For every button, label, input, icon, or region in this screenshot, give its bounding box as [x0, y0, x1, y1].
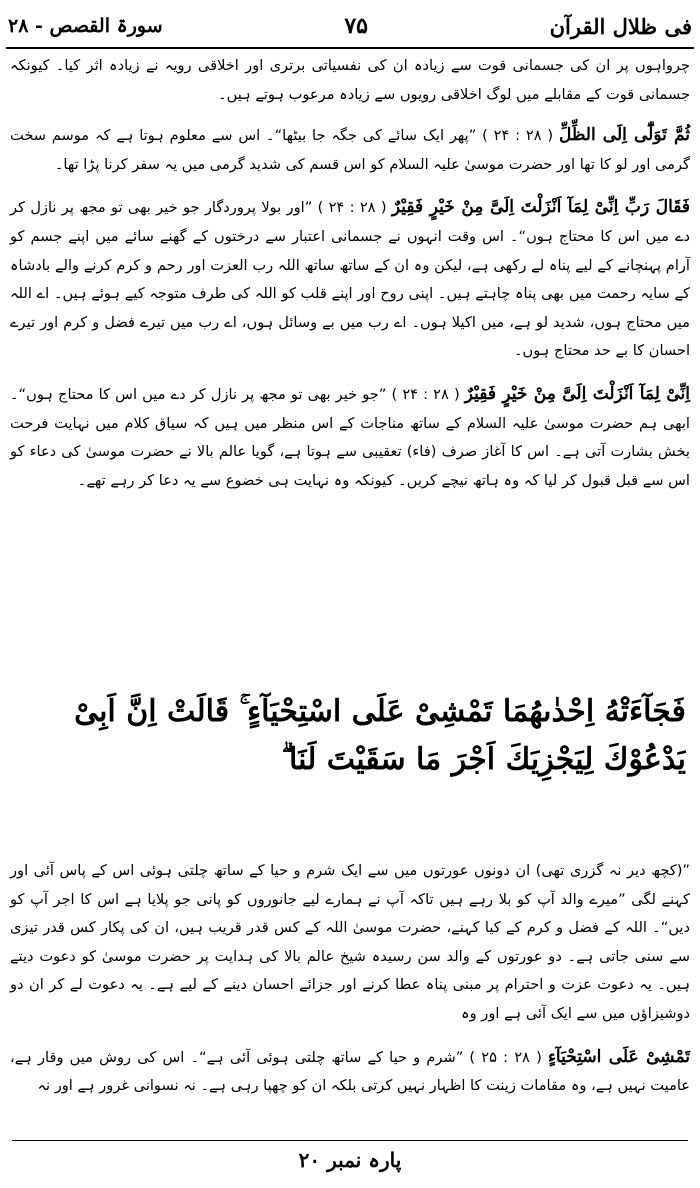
- quran-quote: فَقَالَ رَبِّ اِنِّىْ لِمَآ اَنْزَلْتَ اِلَىَّ مِنْ خَيْرٍ فَقِيْرٌ: [391, 197, 691, 218]
- quran-quote: اِنِّىْ لِمَآ اَنْزَلْتَ اِلَىَّ مِنْ خَيْرٍ فَقِيْرٌ: [464, 383, 690, 404]
- quran-quote: ثُمَّ تَوَلّٰٓى اِلَى الظِّلِّ: [558, 125, 691, 146]
- paragraph-5: ”(کچھ دیر نہ گزری تھی) ان دونوں عورتوں میں سے ایک شرم و حیا کے ساتھ چلتی ہوئی اس کے پاس آئی اور کہنے لگی ”میرے والد آپ کو بلا رہے ہیں تاکہ آپ نے ہمارے لیے جانوروں کو پانی جو پلایا ہے اس کا اجر آپ کو دیں“۔ اللہ کے فضل و کرم کے کیا کہنے، حضرت موسیٰ اللہ کے کس قدر قریب ہیں، ان کی پکار کس قدر تیزی سے سنی جاتی ہے۔ دو عورتوں کے والد سن رسیدہ شیخ عالم بالا کی ہدایت پر حضرت موسیٰ کو دعوت دیتے ہیں۔ یہ دعوت عزت و احترام پر مبنی پناہ عطا کرنے اور جزائے احسان دینے کے لیے ہے۔ یہ دعوت لے کر ان دو دوشیزاؤں میں سے ایک آئی ہے اور وہ: [10, 862, 690, 1022]
- paragraph-4: [10, 380, 690, 495]
- page-header: [8, 6, 692, 46]
- verse-line-2: يَدْعُوْكَ لِيَجْزِيَكَ اَجْرَ مَا سَقَيْتَ لَنَا ۗ: [281, 742, 686, 777]
- paragraph-1: چرواہوں پر ان کی جسمانی قوت سے زیادہ ان کی نفسیاتی برتری اور اخلاقی رویہ نے زیادہ اثر کیا۔ کیونکہ جسمانی قوت کے مقابلے میں لوگ اخلاقی رویوں سے زیادہ مرعوب ہوتے ہیں۔: [10, 57, 690, 103]
- paragraph-6: [10, 1043, 690, 1101]
- body-text-bottom: [10, 857, 690, 1101]
- book-title: فی ظلال القرآن: [549, 13, 692, 39]
- paragraph-2: [10, 121, 690, 179]
- para-number-footer: پارہ نمبر ۲۰: [298, 1148, 402, 1172]
- paragraph-text: ( ۲۸ : ۲۴ ) ”جو خیر بھی تو مجھ پر نازل کر دے میں اس کا محتاج ہوں“۔ ابھی ہم حضرت موسیٰ علیہ السلام کے ساتھ مناجات کے اس منظر میں ہیں کہ سیاق کلام میں نہایت فرحت بخش بشارت آتی ہے۔ اس کا آغاز صرف (فاء) تعقیبی سے ہوتا ہے، گویا عالم بالا نے حضرت موسیٰ کی دعاء کو اس سے قبل قبول کر لیا کہ وہ ہاتھ نیچے کریں۔ کیونکہ وہ نہایت ہی خضوع سے یہ دعا کر رہے تھے۔: [10, 385, 690, 489]
- paragraph-text: ( ۲۸ : ۲۴ ) ”پھر ایک سائے کی جگہ جا بیٹھا“۔ اس سے معلوم ہوتا ہے کہ موسم سخت گرمی اور لو کا تھا اور حضرت موسیٰ علیہ السلام کو اس قسم کی شدید گرمی میں یہ سفر کرنا پڑا تھا۔: [10, 127, 690, 173]
- surah-label: سورۃ القصص - ۲۸: [8, 15, 163, 37]
- body-text-top: [10, 52, 690, 495]
- verse-line-1: فَجَآءَتْهُ اِحْدٰىهُمَا تَمْشِىْ عَلَى اسْتِحْيَآءٍ ۚ قَالَتْ اِنَّ اَبِىْ: [74, 694, 686, 729]
- footer-rule: [12, 1140, 688, 1141]
- quran-quote: تَمْشِىْ عَلَى اسْتِحْيَآءٍ: [547, 1046, 691, 1067]
- paragraph-text: ( ۲۸ : ۲۵ ) ”شرم و حیا کے ساتھ چلتی ہوئی آئی ہے“۔ اس کی روش میں وقار ہے، عامیت نہیں ہے، وہ مقامات زینت کا اظہار نہیں کرتی بلکہ ان کو چھپا رہی ہے۔ نہ نسوانی غرور ہے اور نہ: [10, 1048, 690, 1095]
- paragraph-text: ( ۲۸ : ۲۴ ) ”اور بولا پروردگار جو خیر بھی تو مجھ پر نازل کر دے میں اس کا محتاج ہوں“۔ اس وقت انہوں نے جسمانی اعتبار سے درختوں کے گھنے سائے میں اپنے جسم کو آرام پہنچانے کے لیے پناہ لے رکھی ہے، لیکن وہ ان کے ساتھ ساتھ اللہ رب العزت اور رحم و کرم کرنے والے بادشاہ کے سایہ رحمت میں بھی پناہ چاہتے ہیں۔ اپنی روح اور اپنے قلب کو اللہ کی طرف متوجہ کیے ہوئے ہیں۔ اے اللہ میں محتاج ہوں، شدید لو ہے، میں اکیلا ہوں۔ اے رب میں بے وسائل ہوں، اے رب میں تیرے فضل و کرم اور تیرے احسان کا بے حد محتاج ہوں۔: [10, 199, 690, 360]
- quran-verse-block: [14, 688, 686, 784]
- page-number: ۷۵: [344, 13, 368, 39]
- paragraph-3: [10, 193, 690, 366]
- header-rule: [6, 47, 694, 49]
